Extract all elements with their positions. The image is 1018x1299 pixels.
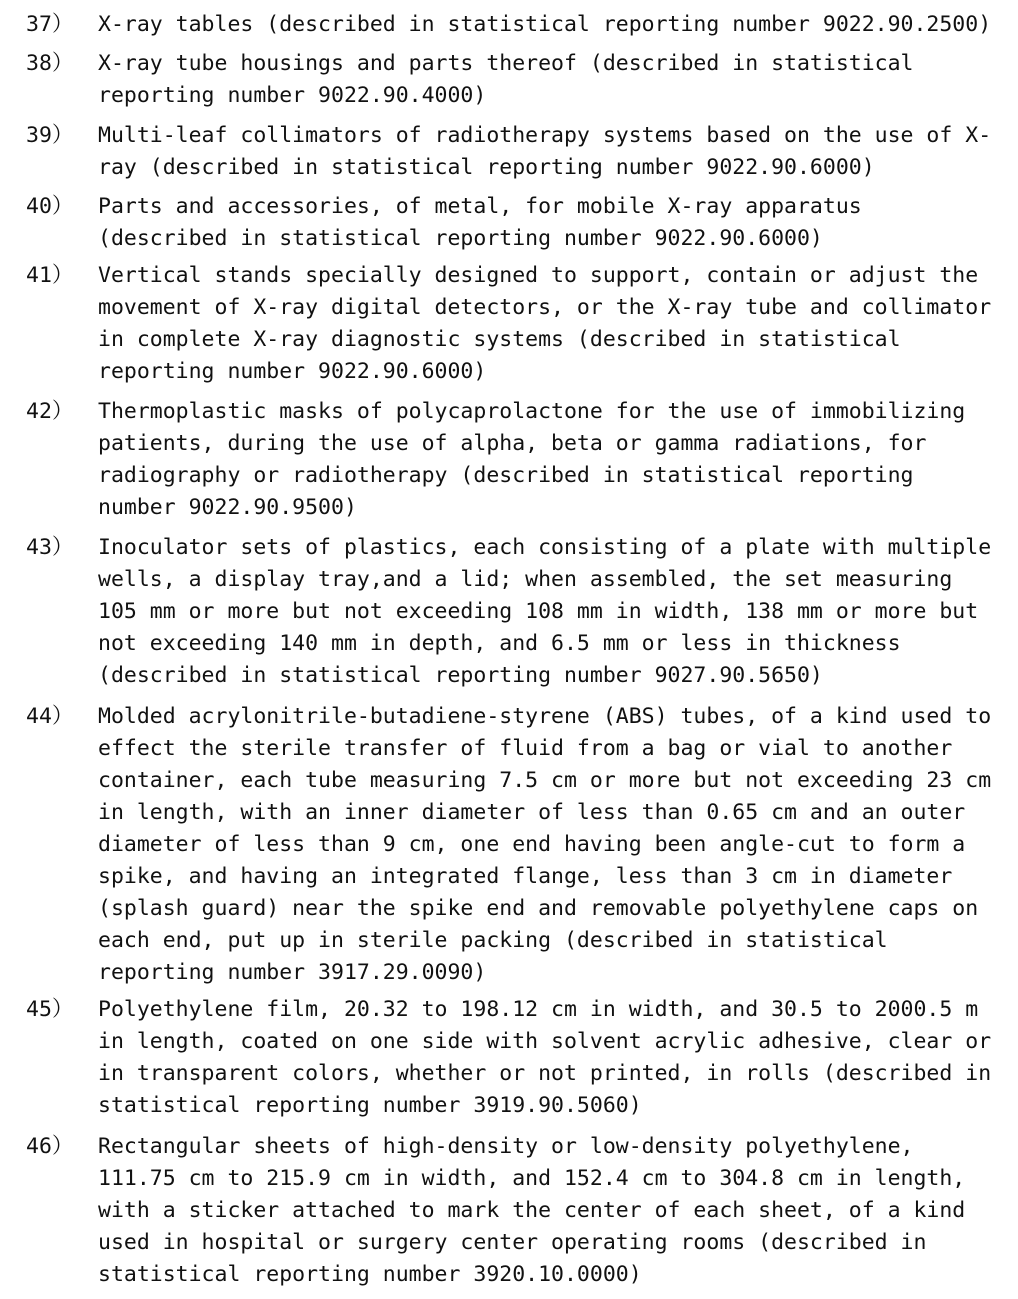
- item-text-line: each end, put up in sterile packing (described in statistical: [98, 928, 888, 953]
- item-text: [98, 994, 998, 1122]
- item-text-line: (described in statistical reporting number 9027.90.5650): [98, 663, 823, 688]
- item-number: 39）: [26, 123, 74, 148]
- item-text-line: Parts and accessories, of metal, for mobile X-ray apparatus: [98, 194, 862, 219]
- item-text-line: spike, and having an integrated flange, less than 3 cm in diameter: [98, 864, 953, 889]
- item-text: [98, 260, 998, 388]
- item-text-line: effect the sterile transfer of fluid from a bag or vial to another: [98, 736, 953, 761]
- item-text-line: diameter of less than 9 cm, one end having been angle-cut to form a: [98, 832, 966, 857]
- item-text-line: reporting number 9022.90.6000): [98, 359, 487, 384]
- item-text-line: used in hospital or surgery center operating rooms (described in: [98, 1230, 927, 1255]
- item-number: 43）: [26, 535, 74, 560]
- item-text-line: Thermoplastic masks of polycaprolactone for the use of immobilizing: [98, 399, 966, 424]
- item-text: [98, 120, 998, 184]
- item-text-line: radiography or radiotherapy (described in statistical reporting: [98, 463, 914, 488]
- item-text: [98, 396, 998, 524]
- item-text-line: reporting number 3917.29.0090): [98, 960, 487, 985]
- item-number: 41）: [26, 263, 74, 288]
- item-text-line: (splash guard) near the spike end and removable polyethylene caps on: [98, 896, 979, 921]
- item-number: 40）: [26, 194, 74, 219]
- item-text-line: patients, during the use of alpha, beta or gamma radiations, for: [98, 431, 927, 456]
- item-text-line: container, each tube measuring 7.5 cm or more but not exceeding 23 cm: [98, 768, 992, 793]
- item-text: [98, 48, 998, 112]
- item-text-line: in length, with an inner diameter of less than 0.65 cm and an outer: [98, 800, 966, 825]
- item-text: [98, 701, 998, 989]
- item-text: [98, 1131, 998, 1291]
- item-text-line: with a sticker attached to mark the center of each sheet, of a kind: [98, 1198, 966, 1223]
- item-text: [98, 191, 998, 255]
- item-text-line: X-ray tables (described in statistical reporting number 9022.90.2500): [98, 12, 992, 37]
- item-text-line: Rectangular sheets of high-density or low-density polyethylene,: [98, 1134, 914, 1159]
- item-text-line: number 9022.90.9500): [98, 495, 357, 520]
- item-text-line: reporting number 9022.90.4000): [98, 83, 487, 108]
- item-text-line: ray (described in statistical reporting number 9022.90.6000): [98, 155, 875, 180]
- item-text-line: wells, a display tray,and a lid; when assembled, the set measuring: [98, 567, 953, 592]
- item-text-line: X-ray tube housings and parts thereof (described in statistical: [98, 51, 914, 76]
- item-text: [98, 9, 998, 41]
- item-text-line: not exceeding 140 mm in depth, and 6.5 mm or less in thickness: [98, 631, 901, 656]
- item-text-line: Inoculator sets of plastics, each consisting of a plate with multiple: [98, 535, 992, 560]
- item-number: 38）: [26, 51, 74, 76]
- item-number: 42）: [26, 399, 74, 424]
- item-text-line: in length, coated on one side with solvent acrylic adhesive, clear or: [98, 1029, 992, 1054]
- item-text-line: Multi-leaf collimators of radiotherapy systems based on the use of X-: [98, 123, 992, 148]
- item-number: 45）: [26, 997, 74, 1022]
- item-text-line: movement of X-ray digital detectors, or the X-ray tube and collimator: [98, 295, 992, 320]
- item-text-line: Polyethylene film, 20.32 to 198.12 cm in width, and 30.5 to 2000.5 m: [98, 997, 979, 1022]
- item-number: 37）: [26, 12, 74, 37]
- item-text-line: 111.75 cm to 215.9 cm in width, and 152.4 cm to 304.8 cm in length,: [98, 1166, 966, 1191]
- item-text: [98, 532, 998, 692]
- item-text-line: 105 mm or more but not exceeding 108 mm in width, 138 mm or more but: [98, 599, 979, 624]
- item-text-line: statistical reporting number 3920.10.0000): [98, 1262, 642, 1287]
- item-text-line: statistical reporting number 3919.90.5060): [98, 1093, 642, 1118]
- item-text-line: (described in statistical reporting number 9022.90.6000): [98, 226, 823, 251]
- item-text-line: Vertical stands specially designed to support, contain or adjust the: [98, 263, 979, 288]
- item-text-line: Molded acrylonitrile-butadiene-styrene (ABS) tubes, of a kind used to: [98, 704, 992, 729]
- item-text-line: in complete X-ray diagnostic systems (described in statistical: [98, 327, 901, 352]
- item-number: 44）: [26, 704, 74, 729]
- item-number: 46）: [26, 1134, 74, 1159]
- item-text-line: in transparent colors, whether or not printed, in rolls (described in: [98, 1061, 992, 1086]
